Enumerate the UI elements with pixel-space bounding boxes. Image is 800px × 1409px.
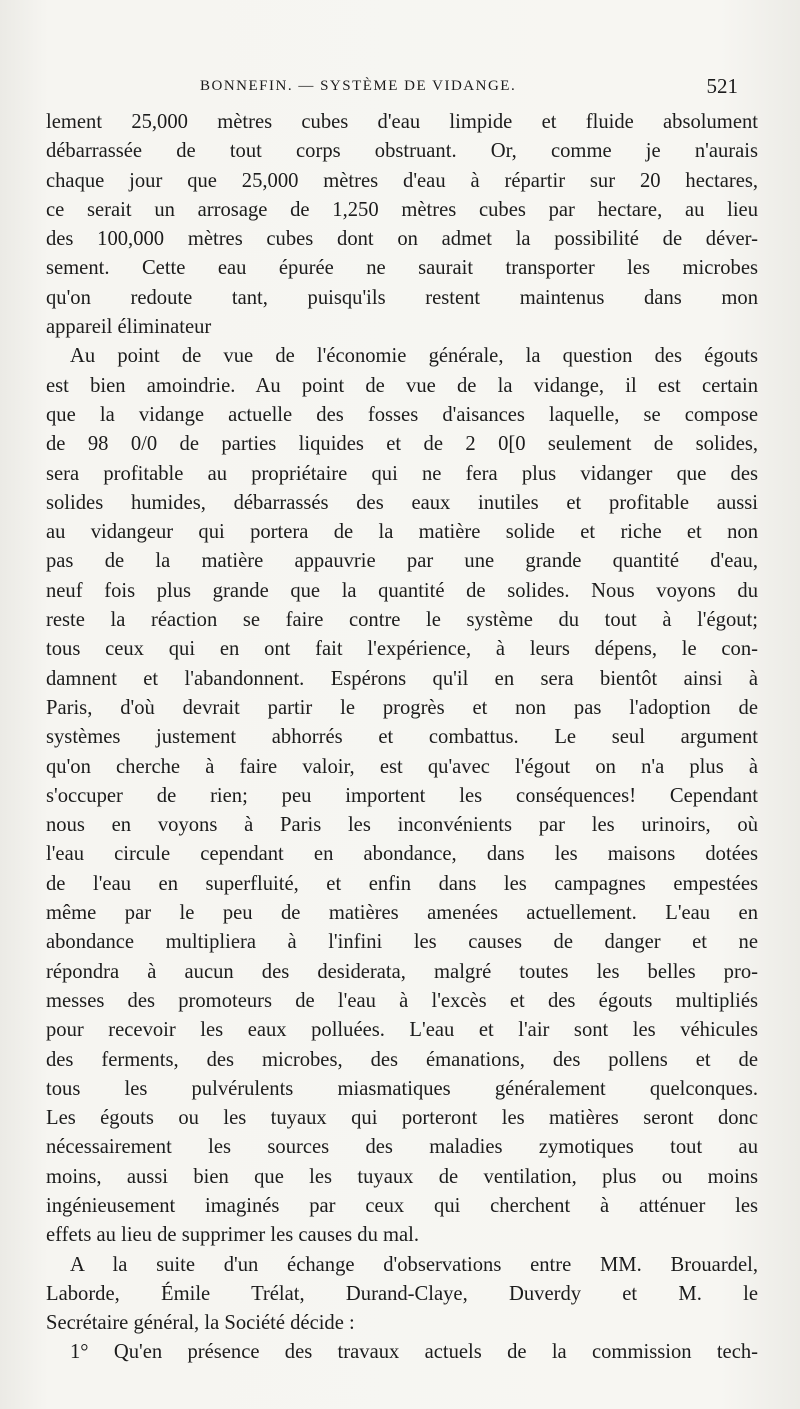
text-line: de l'eau en superfluité, et enfin dans les campagnes empestées — [46, 872, 758, 895]
text-line: débarrassée de tout corps obstruant. Or, comme je n'aurais — [46, 140, 758, 163]
text-line: au vidangeur qui portera de la matière solide et riche et non — [46, 521, 758, 544]
text-line: qu'on cherche à faire valoir, est qu'avec l'égout on n'a plus à — [46, 755, 758, 778]
text-line: Les égouts ou les tuyaux qui porteront les matières seront donc — [46, 1107, 758, 1130]
text-line: effets au lieu de supprimer les causes du mal. — [46, 1224, 420, 1247]
page-header — [46, 74, 746, 104]
text-line: systèmes justement abhorrés et combattus. Le seul argument — [46, 726, 758, 749]
text-line: Paris, d'où devrait partir le progrès et non pas l'adoption de — [46, 696, 758, 719]
text-line: nécessairement les sources des maladies zymotiques tout au — [46, 1136, 758, 1159]
text-line: ce serait un arrosage de 1,250 mètres cubes par hectare, au lieu — [46, 198, 758, 221]
text-line: lement 25,000 mètres cubes d'eau limpide et fluide absolument — [46, 111, 758, 133]
text-line: messes des promoteurs de l'eau à l'excès et des égouts multipliés — [46, 989, 758, 1012]
text-line: solides humides, débarrassés des eaux inutiles et profitable aussi — [46, 491, 758, 514]
text-line: ingénieusement imaginés par ceux qui cherchent à atténuer les — [46, 1194, 758, 1217]
text-line: Secrétaire général, la Société décide : — [46, 1312, 355, 1335]
text-line: des ferments, des microbes, des émanations, des pollens et de — [46, 1048, 758, 1071]
body-text — [46, 108, 758, 1368]
text-line: sement. Cette eau épurée ne saurait transporter les microbes — [46, 257, 758, 280]
text-line: répondra à aucun des desiderata, malgré toutes les belles pro- — [46, 960, 758, 983]
text-line: appareil éliminateur — [46, 316, 212, 339]
text-line: de 98 0/0 de parties liquides et de 2 0[0 seulement de solides, — [46, 433, 758, 456]
text-line: pas de la matière appauvrie par une grande quantité d'eau, — [46, 550, 758, 573]
running-head: BONNEFIN. — SYSTÈME DE VIDANGE. — [200, 78, 517, 94]
text-line: que la vidange actuelle des fosses d'aisances laquelle, se compose — [46, 403, 758, 426]
paragraph-start-line: Au point de vue de l'économie générale, la question des égouts — [70, 345, 758, 368]
page-number: 521 — [706, 74, 738, 98]
text-line: même par le peu de matières amenées actuellement. L'eau en — [46, 902, 758, 925]
text-line: l'eau circule cependant en abondance, dans les maisons dotées — [46, 843, 758, 866]
text-line: s'occuper de rien; peu importent les conséquences! Cependant — [46, 784, 758, 807]
text-line: nous en voyons à Paris les inconvénients par les urinoirs, où — [46, 814, 758, 837]
paragraph-start-line: A la suite d'un échange d'observations entre MM. Brouardel, — [70, 1253, 758, 1276]
text-line: est bien amoindrie. Au point de vue de la vidange, il est certain — [46, 374, 758, 397]
text-line: sera profitable au propriétaire qui ne fera plus vidanger que des — [46, 462, 758, 485]
text-line: chaque jour que 25,000 mètres d'eau à répartir sur 20 hectares, — [46, 169, 758, 192]
text-line: neuf fois plus grande que la quantité de solides. Nous voyons du — [46, 579, 758, 602]
text-line: tous les pulvérulents miasmatiques généralement quelconques. — [46, 1077, 758, 1100]
text-line: reste la réaction se faire contre le système du tout à l'égout; — [46, 609, 758, 632]
text-line: tous ceux qui en ont fait l'expérience, à leurs dépens, le con- — [46, 638, 758, 661]
text-line: Laborde, Émile Trélat, Durand-Claye, Duverdy et M. le — [46, 1282, 758, 1305]
text-line: moins, aussi bien que les tuyaux de ventilation, plus ou moins — [46, 1165, 758, 1188]
text-line: des 100,000 mètres cubes dont on admet la possibilité de déver- — [46, 228, 758, 251]
paragraph-start-line: 1° Qu'en présence des travaux actuels de la commission tech- — [70, 1341, 758, 1364]
text-line: abondance multipliera à l'infini les causes de danger et ne — [46, 931, 758, 954]
text-line: damnent et l'abandonnent. Espérons qu'il en sera bientôt ainsi à — [46, 667, 758, 690]
text-line: pour recevoir les eaux polluées. L'eau et l'air sont les véhicules — [46, 1019, 758, 1042]
text-line: qu'on redoute tant, puisqu'ils restent maintenus dans mon — [46, 286, 758, 309]
